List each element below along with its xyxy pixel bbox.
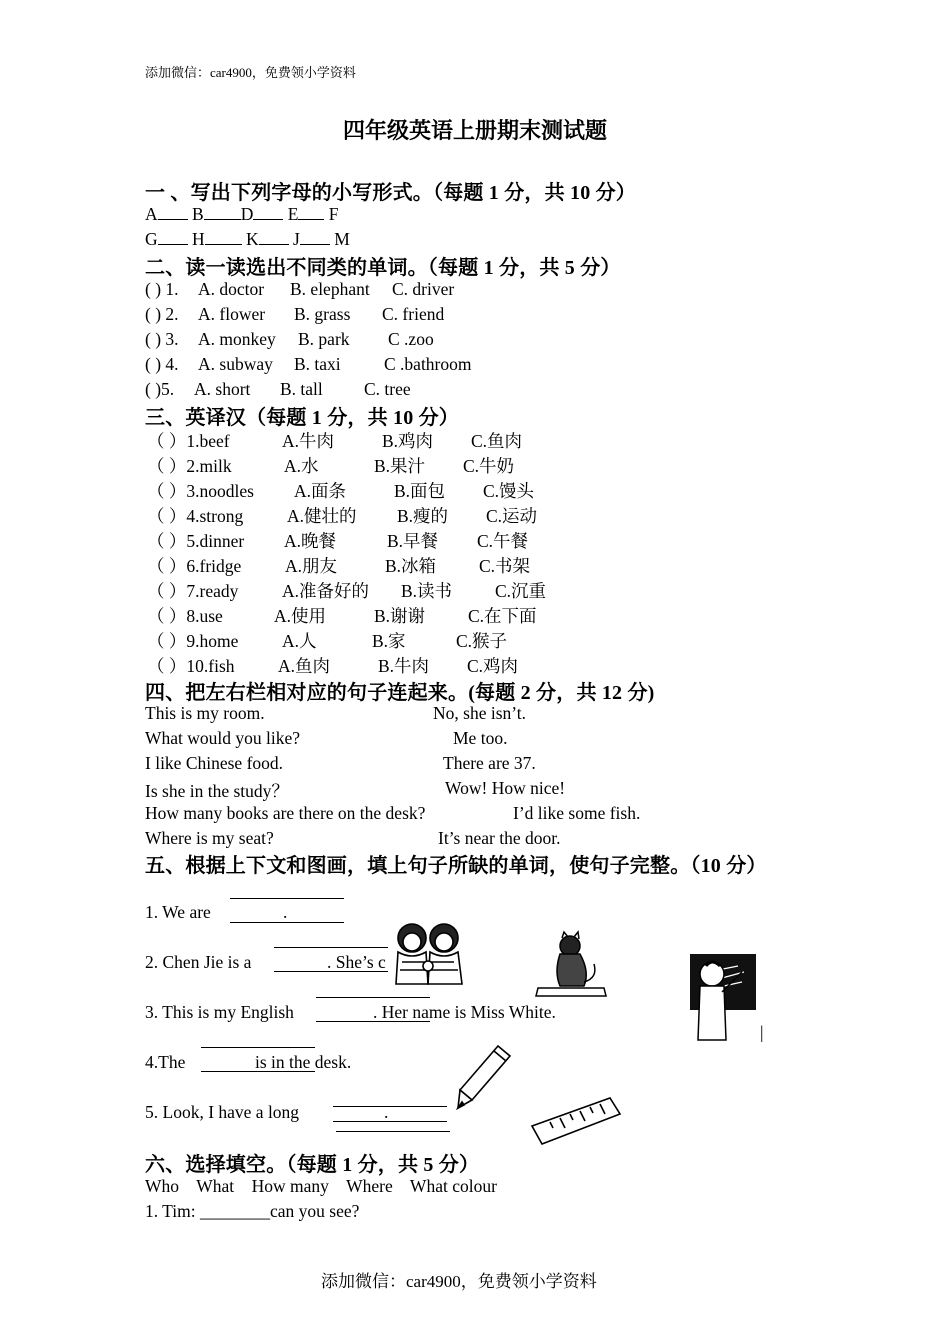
option-a: A. doctor bbox=[198, 279, 265, 299]
left-sentence[interactable]: I like Chinese food. bbox=[145, 753, 284, 773]
option-a: A.使用 bbox=[274, 606, 327, 626]
left-sentence[interactable]: This is my room. bbox=[145, 703, 265, 723]
option-c: C.鱼肉 bbox=[471, 431, 523, 451]
letters-row-1 bbox=[145, 204, 339, 225]
option-a: A.健壮的 bbox=[287, 506, 357, 526]
word-option: How many bbox=[251, 1176, 329, 1196]
letter: J bbox=[293, 229, 300, 249]
option-c: C. friend bbox=[382, 304, 445, 324]
answer-blank[interactable]: ( )5. bbox=[145, 379, 175, 399]
q4-prefix: 4.The bbox=[145, 1052, 186, 1072]
answer-blank[interactable]: ( ) 4. bbox=[145, 354, 179, 374]
letter: A bbox=[145, 204, 158, 224]
section-1-heading: 一 、写出下列字母的小写形式。（每题 1 分，共 10 分） bbox=[145, 182, 636, 204]
friends-picture bbox=[388, 916, 478, 988]
option-b: B.瘦的 bbox=[397, 506, 449, 526]
ruler-picture bbox=[530, 1096, 622, 1148]
option-c: C.午餐 bbox=[477, 531, 529, 551]
s6-question-1[interactable]: 1. Tim: ________can you see? bbox=[145, 1201, 360, 1221]
letter-blank[interactable] bbox=[300, 230, 330, 245]
q5-line-top bbox=[333, 1106, 447, 1107]
q5-line-bottom bbox=[336, 1131, 450, 1132]
section-2-heading: 二、读一读选出不同类的单词。（每题 1 分，共 5 分） bbox=[145, 257, 621, 279]
option-a: A.晚餐 bbox=[284, 531, 337, 551]
option-b: B. grass bbox=[294, 304, 351, 324]
answer-blank[interactable]: （ ）2.milk bbox=[147, 456, 232, 476]
answer-blank[interactable]: （ ）8.use bbox=[147, 606, 223, 626]
answer-blank[interactable]: ( ) 2. bbox=[145, 304, 179, 324]
option-b: B. taxi bbox=[294, 354, 341, 374]
word-option: Where bbox=[346, 1176, 393, 1196]
left-sentence[interactable]: Is she in the study？ bbox=[145, 781, 289, 801]
q5-answer-line[interactable] bbox=[333, 1121, 447, 1122]
q3-prefix: 3. This is my English bbox=[145, 1002, 294, 1022]
option-a: A.准备好的 bbox=[282, 581, 370, 601]
option-a: A.水 bbox=[284, 456, 319, 476]
right-sentence[interactable]: It’s near the door. bbox=[438, 828, 561, 848]
word-option: Who bbox=[145, 1176, 180, 1196]
letter: H bbox=[192, 229, 205, 249]
option-b: B.鸡肉 bbox=[382, 431, 434, 451]
right-sentence[interactable]: There are 37. bbox=[443, 753, 536, 773]
option-c: C.书架 bbox=[479, 556, 531, 576]
section-5-heading: 五、根据上下文和图画，填上句子所缺的单词，使句子完整。（10 分） bbox=[145, 855, 767, 877]
letter-blank[interactable] bbox=[259, 230, 289, 245]
option-b: B.谢谢 bbox=[374, 606, 426, 626]
option-b: B.冰箱 bbox=[385, 556, 437, 576]
option-a: A.朋友 bbox=[285, 556, 338, 576]
option-a: A.鱼肉 bbox=[278, 656, 331, 676]
option-b: B.果汁 bbox=[374, 456, 426, 476]
word-options bbox=[145, 1176, 497, 1197]
answer-blank[interactable]: （ ）1.beef bbox=[147, 431, 230, 451]
teacher-picture bbox=[688, 952, 758, 1044]
right-sentence[interactable]: Wow! How nice! bbox=[445, 778, 566, 798]
letter: D bbox=[240, 204, 254, 224]
q1-prefix: 1. We are bbox=[145, 902, 211, 922]
q1-line-top bbox=[230, 898, 344, 899]
left-sentence[interactable]: How many books are there on the desk? bbox=[145, 803, 426, 823]
letter: K bbox=[246, 229, 259, 249]
section-3-heading: 三、英译汉（每题 1 分，共 10 分） bbox=[145, 407, 459, 429]
option-c: C.鸡肉 bbox=[467, 656, 519, 676]
cat-picture bbox=[534, 932, 610, 998]
letter: F bbox=[328, 204, 339, 224]
word-option: What colour bbox=[409, 1176, 497, 1196]
word-option: What bbox=[196, 1176, 235, 1196]
letter-blank[interactable] bbox=[298, 205, 324, 220]
answer-blank[interactable]: （ ）10.fish bbox=[147, 656, 235, 676]
option-c: C.馒头 bbox=[483, 481, 535, 501]
answer-blank[interactable]: （ ）5.dinner bbox=[147, 531, 245, 551]
letter-blank[interactable] bbox=[205, 230, 242, 245]
left-sentence[interactable]: What would you like? bbox=[145, 728, 301, 748]
option-a: A. subway bbox=[198, 354, 273, 374]
letter: B bbox=[192, 204, 204, 224]
letter-blank[interactable] bbox=[253, 205, 283, 220]
letter-blank[interactable] bbox=[204, 205, 241, 220]
q3-suffix: . Her name is Miss White. bbox=[373, 1002, 556, 1022]
q2-prefix: 2. Chen Jie is a bbox=[145, 952, 252, 972]
answer-blank[interactable]: （ ）9.home bbox=[147, 631, 239, 651]
right-sentence[interactable]: I’d like some fish. bbox=[513, 803, 641, 823]
option-c: C.猴子 bbox=[456, 631, 508, 651]
left-sentence[interactable]: Where is my seat? bbox=[145, 828, 274, 848]
q4-suffix: is in the desk. bbox=[255, 1052, 352, 1072]
letter: G bbox=[145, 229, 158, 249]
answer-blank[interactable]: （ ）6.fridge bbox=[147, 556, 242, 576]
option-b: B. tall bbox=[280, 379, 323, 399]
q2-line-top bbox=[274, 947, 388, 948]
option-a: A. short bbox=[194, 379, 251, 399]
letter: M bbox=[334, 229, 350, 249]
option-b: B. elephant bbox=[290, 279, 370, 299]
option-c: C.沉重 bbox=[495, 581, 547, 601]
option-b: B. park bbox=[298, 329, 350, 349]
option-a: A.牛肉 bbox=[282, 431, 335, 451]
answer-blank[interactable]: ( ) 1. bbox=[145, 279, 179, 299]
answer-blank[interactable]: （ ）3.noodles bbox=[147, 481, 254, 501]
option-c: C. tree bbox=[364, 379, 411, 399]
option-a: A. flower bbox=[198, 304, 266, 324]
q5-prefix: 5. Look, I have a long bbox=[145, 1102, 300, 1122]
section-4-heading: 四、把左右栏相对应的句子连起来。(每题 2 分，共 12 分) bbox=[145, 682, 655, 704]
q3-line-top bbox=[316, 997, 430, 998]
footer-note: 添加微信：car4900，免费领小学资料 bbox=[321, 1272, 597, 1291]
option-b: B.读书 bbox=[401, 581, 453, 601]
page-title: 四年级英语上册期末测试题 bbox=[342, 118, 607, 143]
q2-suffix: . She’s c bbox=[327, 952, 386, 972]
section-6-heading: 六、选择填空。（每题 1 分，共 5 分） bbox=[145, 1154, 480, 1176]
option-b: B.早餐 bbox=[387, 531, 439, 551]
stray-mark: | bbox=[760, 1022, 764, 1042]
pencil-picture bbox=[456, 1042, 514, 1110]
right-sentence[interactable]: Me too. bbox=[453, 728, 508, 748]
letter-blank[interactable] bbox=[158, 205, 188, 220]
option-c: C.牛奶 bbox=[463, 456, 515, 476]
option-b: B.面包 bbox=[394, 481, 446, 501]
option-a: A.面条 bbox=[294, 481, 347, 501]
letter: E bbox=[287, 204, 299, 224]
option-c: C .zoo bbox=[388, 329, 434, 349]
q4-line-top bbox=[201, 1047, 315, 1048]
answer-blank[interactable]: （ ）4.strong bbox=[147, 506, 244, 526]
option-c: C .bathroom bbox=[384, 354, 472, 374]
letters-row-2 bbox=[145, 229, 350, 250]
option-c: C. driver bbox=[392, 279, 455, 299]
answer-blank[interactable]: ( ) 3. bbox=[145, 329, 179, 349]
q1-suffix: . bbox=[283, 902, 288, 922]
q5-suffix: . bbox=[384, 1102, 389, 1122]
option-a: A.人 bbox=[282, 631, 317, 651]
letter-blank[interactable] bbox=[158, 230, 188, 245]
option-b: B.家 bbox=[372, 631, 406, 651]
option-c: C.在下面 bbox=[468, 606, 537, 626]
option-a: A. monkey bbox=[198, 329, 276, 349]
option-b: B.牛肉 bbox=[378, 656, 430, 676]
header-note: 添加微信：car4900，免费领小学资料 bbox=[145, 65, 356, 80]
option-c: C.运动 bbox=[486, 506, 538, 526]
right-sentence[interactable]: No, she isn’t. bbox=[433, 703, 527, 723]
answer-blank[interactable]: （ ）7.ready bbox=[147, 581, 239, 601]
